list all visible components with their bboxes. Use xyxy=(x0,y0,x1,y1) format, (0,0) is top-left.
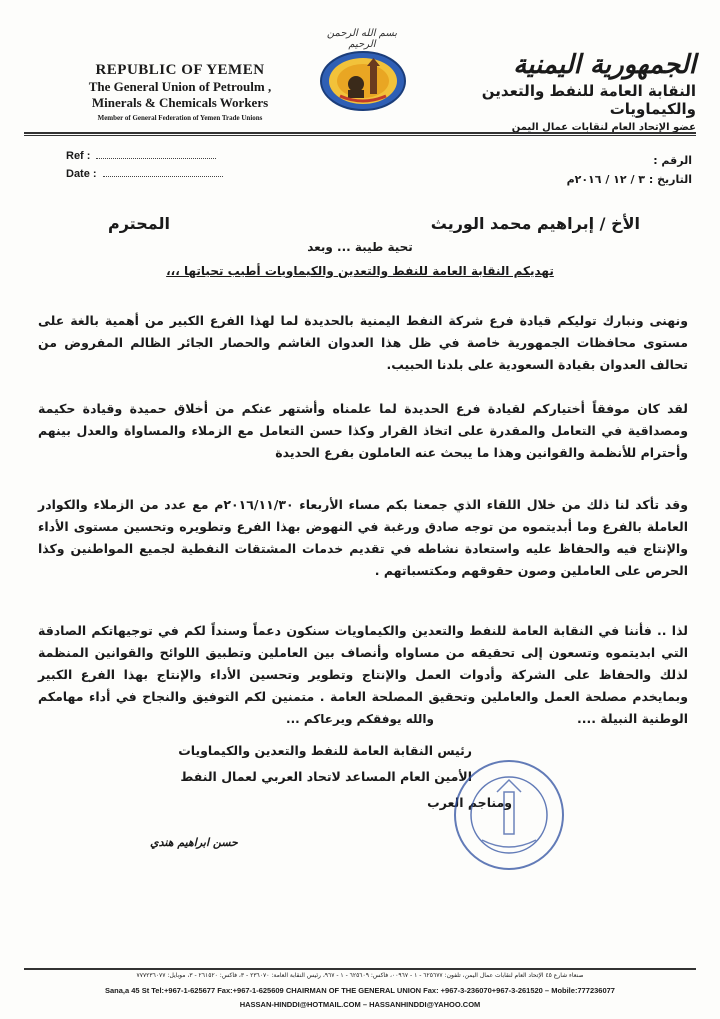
union-name-ar: النقابة العامة للنفط والتعدين والكيماويات xyxy=(481,82,696,118)
subject-line: تهديكم النقابة العامة للنفط والتعدين والكيماويات أطيب تحياتها ،،، xyxy=(166,264,554,278)
header-divider xyxy=(24,132,696,134)
date-field xyxy=(66,168,223,180)
republic-title-ar: الجمهورية اليمنية xyxy=(513,50,696,80)
paragraph-3: وقد تأكد لنا ذلك من خلال اللقاء الذي جمعنا بكم مساء الأربعاء ٢٠١٦/١١/٣٠م مع عدد من الزملاء والكوادر العاملة بالفرع وما أبديتموه من توجه صادق ورغبة في النهوض بهذا الفرع وتطويره وتحسين مستوى الأداء والإنتاج فيه والحفاظ عليه واستعادة نشاطه في تقديم خدمات المشتقات النفطية لجميع المواطنين وكذا الحرص على العاملين وصون حقوقهم ومكتسباتهم . xyxy=(38,497,688,578)
footer-contact-ar: صنعاء شارع ٤٥ الإتحاد العام لنقابات عمال اليمن، تلفون: ٦٢٥٦٧٧ - ١ - ٠٠٩٦٧، فاكس: ٦٢٥٦٠٩ - ١ - ٩٦٧، رئيس النقابة العامة: ٢٣٦٠٧٠ - ٣، فاكس: ٢٦١٥٢٠ - ٣، موبايل: ٧٧٧٢٣٦٠٧٧ xyxy=(136,972,584,979)
paragraph-1: ونهنى ونبارك توليكم قيادة فرع شركة النفط اليمنية بالحديدة لما لهذا الفرع الكبير من أهمية بالغة على مستوى محافظات الجمهورية خاصة في ظل هذا العدوان الغاشم والحصار الجائر الظالم المفروض من تحالف العدوان بقيادة السعودية على بلدنا الحبيب. xyxy=(38,313,688,372)
union-logo-icon xyxy=(318,50,408,112)
signatory-title-1: رئيس النقابة العامة للنفط والتعدين والكيماويات xyxy=(178,743,472,758)
ref-field xyxy=(66,150,216,162)
footer-contact-en: Sana,a 45 St Tel:+967-1-625677 Fax:+967-1-625609 CHAIRMAN OF THE GENERAL UNION Fax: +967-3-236070+967-3-261520 – Mobile:777236077 xyxy=(105,986,615,995)
english-letterhead xyxy=(30,62,330,122)
member-line-ar: عضو الإتحاد العام لنقابات عمال اليمن xyxy=(511,122,696,133)
ref-label: Ref : xyxy=(66,150,91,162)
paragraph-2: لقد كان موفقاً أختياركم لقيادة فرع الحديدة لما علمناه وأشتهر عنكم من أخلاق حميدة وقيادة حكيمة ومصداقية في التعامل والمقدرة على اتخاذ القرار وكذا حسن التعامل مع الزملاء والمساواة والعدل بينهم وأحترام للأنظمة والقوانين وهذا ما يبحث عنه العاملون بفرع الحديدة xyxy=(38,401,688,460)
closing-line: والله يوفقكم ويرعاكم ... xyxy=(286,712,434,726)
footer-emails: HASSAN-HINDDI@HOTMAIL.COM – HASSANHINDDI@YAHOO.COM xyxy=(239,1000,481,1009)
republic-title-en: REPUBLIC OF YEMEN xyxy=(95,62,265,78)
union-name-en-1: The General Union of Petroulm , xyxy=(88,79,272,94)
greeting: تحية طيبة ... وبعد xyxy=(307,240,413,254)
signatory-title-3: ومناجم العرب xyxy=(427,795,512,810)
date-label: Date : xyxy=(66,168,97,180)
ar-date: التاريخ : ٣ / ١٢ / ٢٠١٦م xyxy=(566,173,692,186)
paragraph-4: لذا .. فأننا في النقابة العامة للنفط والتعدين والكيماويات سنكون دعماً وسنداً لكم في توجيهاتكم الصادقة التي ابديتموه وتسعون إلى تحقيقه من مساواه وأنصاف بين العاملين وتطبيق اللوائح والقوانين المنظمة لذلك والحفاظ على الشركة وأدوات العمل والإنتاج وتطوير وتحسين الأداء والإنتاج بهذا الفرع الكبير وبمايخدم مصلحة العمل والعاملين وتحقيق المصلحة العامة . متمنين لكم التوفيق والنجاح في أداء مهامكم الوطنية النبيلة .... xyxy=(38,623,688,726)
signatory-title-2: الأمين العام المساعد لاتحاد العربي لعمال النفط xyxy=(180,769,472,784)
addressee: الأخ / إبراهيم محمد الوريث xyxy=(430,214,640,233)
ar-ref: الرقم : xyxy=(653,154,692,167)
header-divider-thin xyxy=(24,135,696,136)
footer-divider xyxy=(24,968,696,970)
arabic-letterhead xyxy=(406,50,696,133)
signatory-name: حسن ابراهيم هندي xyxy=(150,836,238,849)
official-stamp-icon xyxy=(452,758,567,873)
basmala: بسم الله الرحمن الرحيم xyxy=(326,28,398,50)
member-line-en: Member of General Federation of Yemen Trade Unions xyxy=(97,114,263,122)
signature-block xyxy=(42,738,512,816)
union-name-en-2: Minerals & Chemicals Workers xyxy=(91,95,269,110)
honorific: المحترم xyxy=(108,214,170,233)
